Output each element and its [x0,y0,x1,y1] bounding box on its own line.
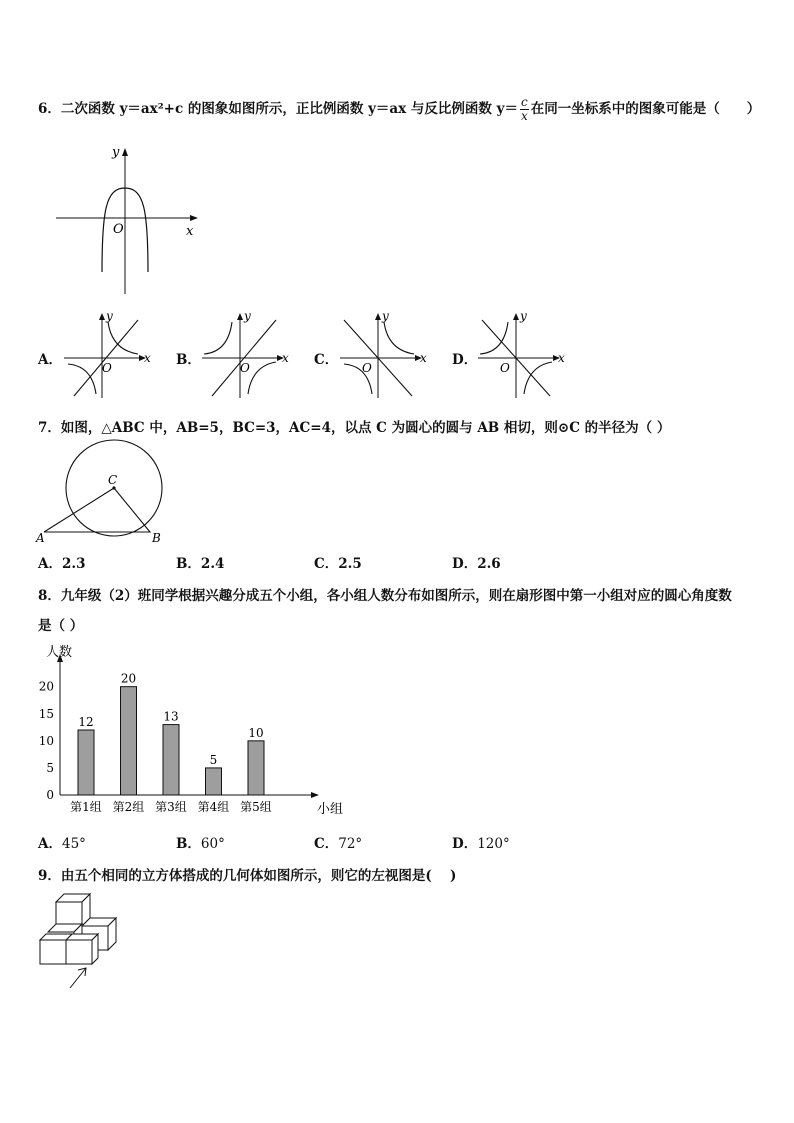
y-label: y [244,309,251,323]
y-label: y [382,309,389,323]
chart-bar [163,725,179,795]
chart-x-tick-label: 第1组 [70,800,102,814]
chart-data-label: 5 [209,752,218,767]
chart-bar [248,741,264,795]
q6-x-arrow [190,215,198,221]
origin-label: O [362,361,372,375]
chart-y-tick-label: 5 [46,760,54,775]
q7-option-a[interactable] [38,552,85,572]
hyperbola-q4 [524,362,552,394]
chart-data-label: 12 [78,715,94,729]
option-value: 120° [477,836,510,852]
q7-label-a: A [36,531,45,545]
hyperbola-q3 [68,364,96,394]
chart-y-tick-label: 20 [38,679,54,694]
axis-y-arrow [237,313,243,320]
q7-circle-figure [34,436,174,546]
hyperbola-q2 [204,322,232,354]
chart-data-label: 13 [163,709,179,724]
q8-option-b[interactable] [176,832,225,852]
chart-bar [121,687,137,795]
q6-text-before: 6．二次函数 y＝ax²+c 的图象如图所示，正比例函数 y＝ax 与反比例函数 y＝ [38,101,518,117]
q7-label-c: C [108,473,118,487]
chart-x-tick-label: 第4组 [197,800,230,814]
view-arrow-line [70,968,86,988]
cube-top [56,894,90,926]
chart-data-label: 10 [248,725,264,740]
option-value: 2.3 [61,556,86,572]
q6-option-b-letter[interactable]: B． [176,352,201,368]
q6-option-a-letter[interactable]: A． [38,352,62,368]
q6-y-arrow [122,148,128,156]
q6-option-d-graph[interactable] [474,310,574,402]
x-label: x [420,351,427,365]
q6-origin-label: O [113,222,124,237]
q8-question-line2: 是（ ） [38,618,84,634]
q8-option-d[interactable] [452,832,510,852]
x-label: x [558,351,565,365]
chart-y-axis-label: 人数 [46,645,73,660]
option-value: 60° [200,836,225,852]
q6-option-a-graph[interactable] [60,310,160,402]
chart-y-tick-label: 15 [38,706,54,721]
q9-question: 9．由五个相同的立方体搭成的几何体如图所示，则它的左视图是( ) [38,868,457,884]
q7-triangle [44,488,150,532]
option-letter: A． [38,556,62,572]
chart-data-label: 20 [120,671,137,686]
hyperbola-q2 [480,322,508,354]
q7-label-b: B [152,531,161,545]
q6-parabola-graph [50,140,210,300]
chart-x-tick-label: 第5组 [240,800,272,814]
option-value: 72° [338,836,363,852]
q7-question: 7．如图，△ABC 中，AB=5，BC=3，AC=4，以点 C 为圆心的圆与 AB 相切，则⊙C 的半径为（ ） [38,420,671,436]
q6-y-label: y [112,145,120,160]
origin-label: O [500,361,510,375]
option-value: 45° [61,836,86,852]
axis-y-arrow [375,313,381,320]
option-value: 2.4 [200,556,225,572]
chart-x-tick-label: 第3组 [155,800,187,814]
option-letter: D． [452,556,478,572]
option-letter: B． [176,836,201,852]
q6-question [38,96,760,123]
option-value: 2.6 [477,556,501,572]
q6-frac-num: c [520,95,528,109]
q8-bar-chart [30,640,344,825]
option-letter: B． [176,556,201,572]
cube-front-right [66,934,98,964]
q8-option-a[interactable] [38,832,86,852]
q6-option-b-graph[interactable] [198,310,298,402]
chart-x-axis-label: 小组 [317,802,344,817]
q8-option-c[interactable] [314,832,362,852]
q6-text-after: 在同一坐标系中的图象可能是（ ） [530,101,761,117]
q6-x-label: x [186,224,194,239]
q6-frac-den: x [520,109,528,123]
q7-option-c[interactable] [314,552,362,572]
q6-option-c-letter[interactable]: C． [314,352,339,368]
y-label: y [520,309,527,323]
option-letter: D． [452,836,478,852]
q6-option-c-graph[interactable] [336,310,436,402]
axis-y-arrow [99,313,105,320]
option-value: 2.5 [338,556,362,572]
x-label: x [144,351,151,365]
q7-option-d[interactable] [452,552,501,572]
q6-fraction [520,96,529,123]
chart-bar [78,730,94,795]
q7-option-b[interactable] [176,552,224,572]
chart-y-tick-label: 10 [38,733,54,748]
chart-bar [206,768,222,795]
chart-x-tick-label: 第2组 [112,800,145,814]
q6-option-d-letter[interactable]: D． [452,352,478,368]
hyperbola-q1 [384,322,414,354]
option-letter: C． [314,556,339,572]
x-label: x [282,351,289,365]
hyperbola-q4 [248,362,276,394]
chart-y-tick-label: 0 [46,788,54,802]
chart-x-arrow [311,792,319,798]
origin-label: O [102,361,112,375]
y-label: y [106,309,113,323]
origin-label: O [240,361,250,375]
q9-cube-figure [36,888,146,998]
option-letter: C． [314,836,339,852]
q8-question-line1: 8．九年级（2）班同学根据兴趣分成五个小组，各小组人数分布如图所示，则在扇形图中第一小组对应的圆心角度数 [38,588,732,604]
axis-y-arrow [513,313,519,320]
option-letter: A． [38,836,62,852]
